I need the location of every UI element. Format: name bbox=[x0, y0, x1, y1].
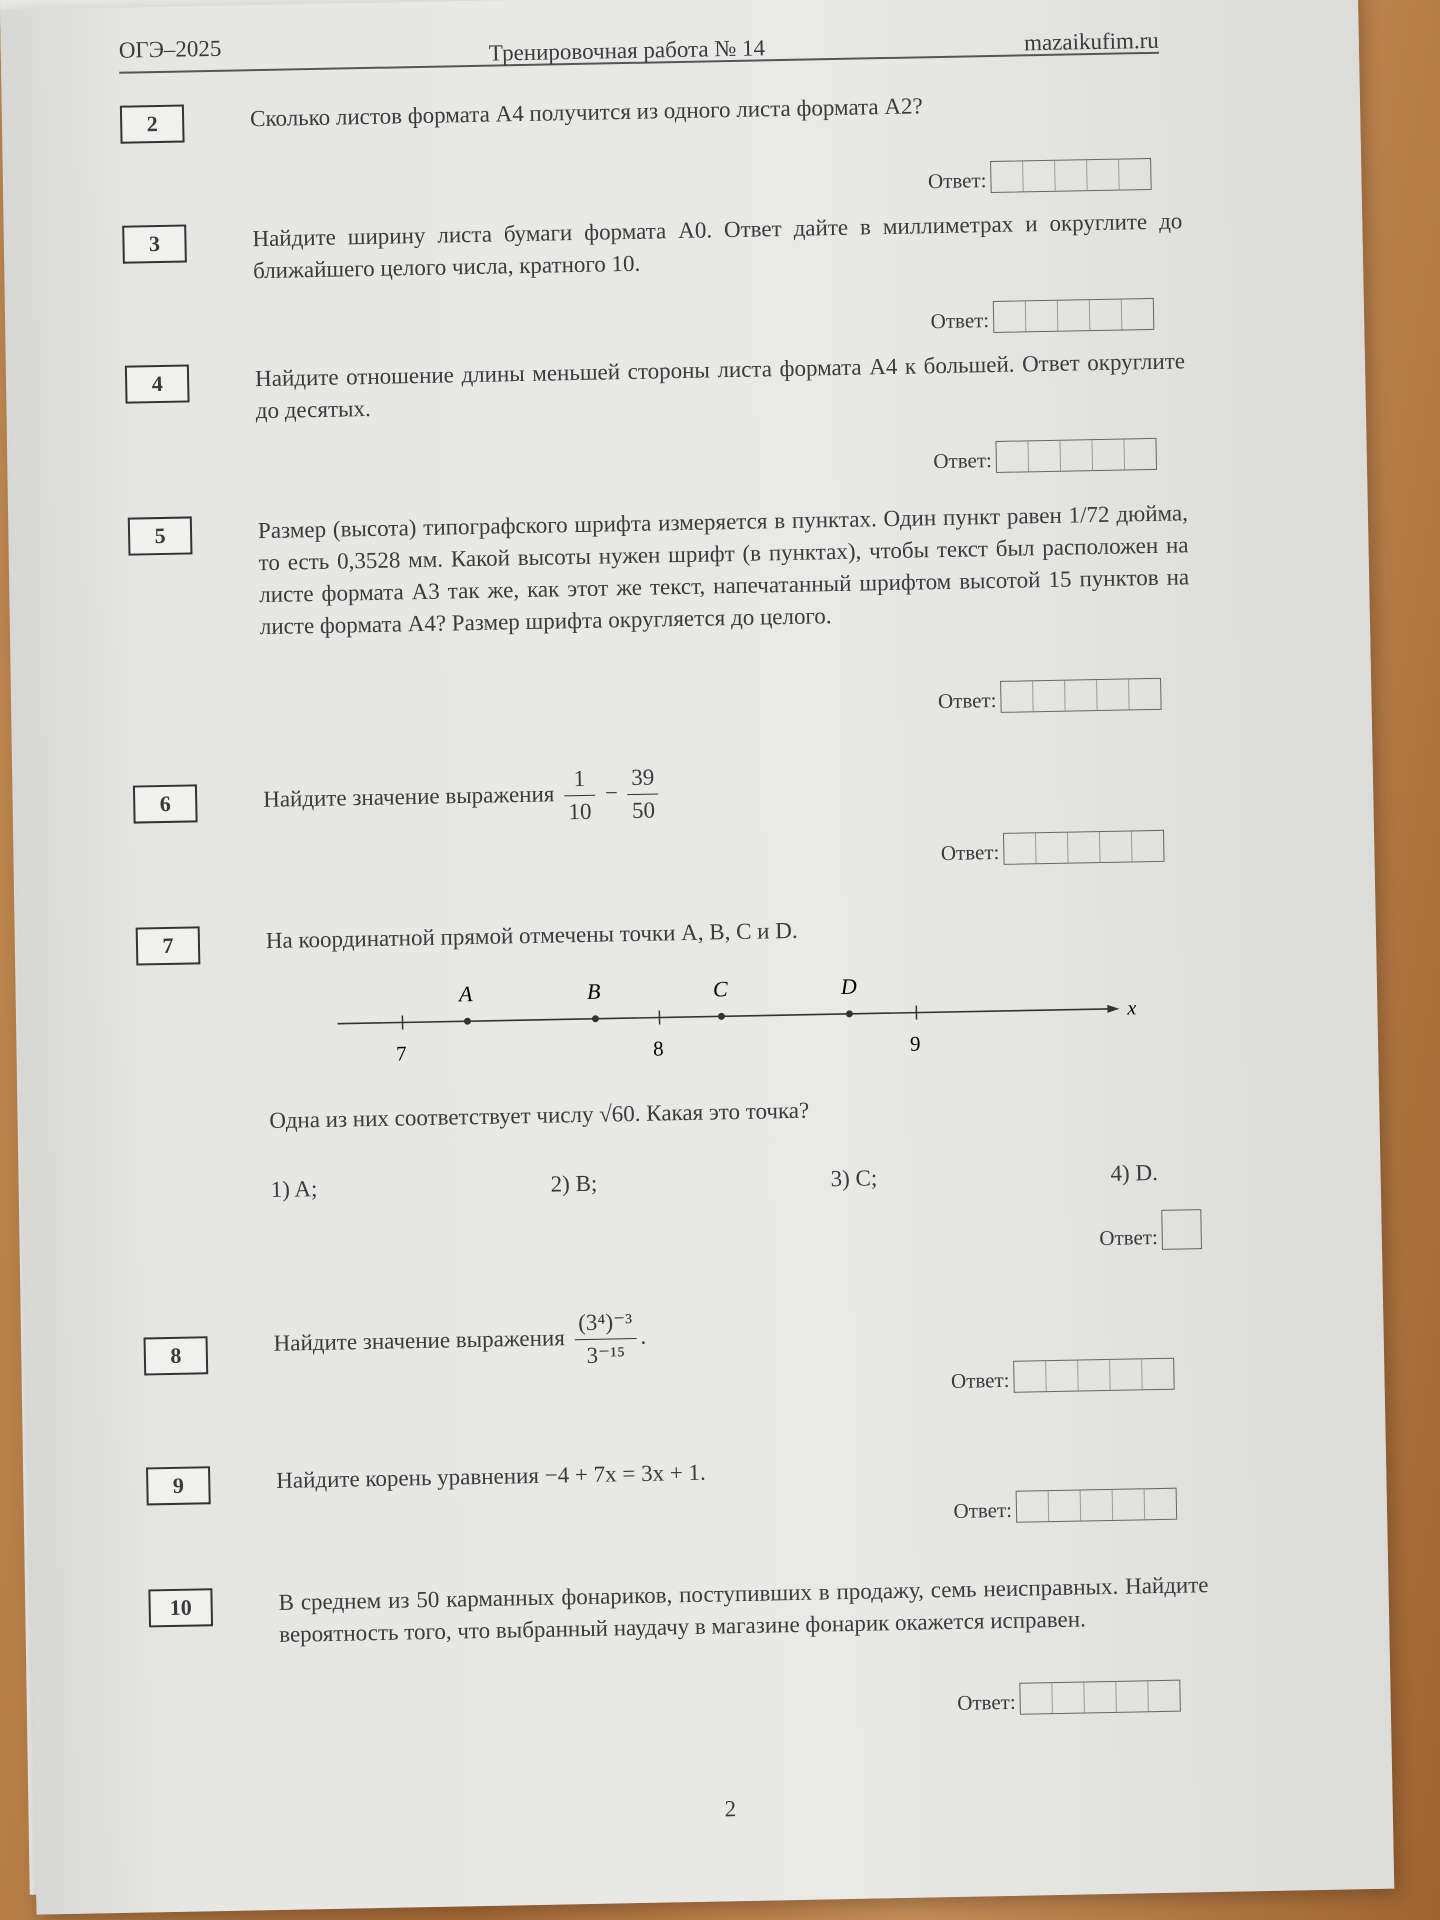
answer-boxes[interactable] bbox=[1013, 1358, 1175, 1393]
answer-boxes[interactable] bbox=[990, 158, 1152, 193]
answer-label: Ответ: bbox=[927, 168, 987, 194]
task-question: Одна из них соответствует числу √60. Какая это точка? bbox=[269, 1097, 810, 1134]
answer-label: Ответ: bbox=[1099, 1225, 1158, 1251]
answer-label: Ответ: bbox=[950, 1367, 1010, 1393]
task-text bbox=[263, 751, 1194, 834]
point-label-b: B bbox=[586, 978, 601, 1004]
answer-area[interactable] bbox=[957, 1680, 1181, 1716]
fraction-1 bbox=[564, 763, 596, 829]
answer-area[interactable] bbox=[928, 158, 1152, 194]
answer-label: Ответ: bbox=[953, 1497, 1013, 1523]
option-1: 1) A; bbox=[270, 1176, 318, 1203]
task-prompt: Найдите значение выражения bbox=[273, 1325, 566, 1356]
power-denominator: 3⁻¹⁵ bbox=[586, 1342, 626, 1368]
fraction-2-numerator: 39 bbox=[627, 762, 659, 796]
task-6 bbox=[133, 764, 1223, 866]
task-text: Сколько листов формата А4 получится из одного листа формата А2? bbox=[249, 93, 923, 132]
point-label-a: A bbox=[458, 981, 473, 1007]
answer-label: Ответ: bbox=[930, 308, 990, 334]
answer-label: Ответ: bbox=[933, 448, 993, 474]
header-site: mazaikufim.ru bbox=[1023, 27, 1160, 56]
point-label-c: C bbox=[712, 976, 728, 1002]
task-text: Найдите корень уравнения −4 + 7x = 3x + 1. bbox=[276, 1459, 707, 1493]
answer-area[interactable] bbox=[930, 298, 1154, 334]
answer-options bbox=[270, 1159, 1170, 1203]
task-number: 10 bbox=[148, 1588, 213, 1627]
task-tail: . bbox=[640, 1323, 647, 1349]
task-number: 3 bbox=[122, 224, 187, 263]
answer-boxes[interactable] bbox=[993, 298, 1155, 333]
coordinate-line bbox=[337, 958, 1139, 1073]
answer-area[interactable] bbox=[933, 438, 1157, 474]
page-header bbox=[118, 10, 1159, 74]
answer-label: Ответ: bbox=[940, 839, 1000, 866]
task-text: Найдите отношение длины меньшей стороны листа формата А4 к большей. Ответ округлите до десятых. bbox=[254, 348, 1186, 424]
fraction-1-numerator: 1 bbox=[564, 763, 596, 797]
task-prompt: Найдите значение выражения bbox=[262, 781, 555, 812]
task-number: 2 bbox=[120, 104, 185, 143]
answer-area[interactable] bbox=[1099, 1209, 1202, 1251]
task-10 bbox=[148, 1569, 1238, 1715]
task-2 bbox=[120, 85, 1210, 194]
task-8 bbox=[144, 1309, 1234, 1393]
task-text: Размер (высота) типографского шрифта измеряется в пунктах. Один пункт равен 1/72 дюйма, то есть 0,3528 мм. Какой высоты нужен шрифт (в пунктах), чтобы текст был расположен на листе формата А3 так же, как этот же текст, напечатанный шрифтом высотой 15 пунктов на листе формата А4? Размер шрифта округляется до целого. bbox=[257, 500, 1190, 640]
header-exam-title: ОГЭ–2025 bbox=[118, 35, 222, 63]
axis-variable: x bbox=[1127, 997, 1137, 1020]
point-a bbox=[464, 1018, 471, 1025]
answer-box-single[interactable] bbox=[1161, 1209, 1202, 1250]
axis-arrow bbox=[1107, 1005, 1119, 1013]
task-text: В среднем из 50 карманных фонариков, поступивших в продажу, семь неисправных. Найдите вероятность того, что выбранный наудачу в магазине фонарик окажется исправен. bbox=[278, 1572, 1209, 1647]
answer-label: Ответ: bbox=[937, 688, 997, 714]
answer-area[interactable] bbox=[938, 678, 1162, 714]
fraction-2 bbox=[627, 762, 659, 828]
answer-label: Ответ: bbox=[956, 1689, 1016, 1715]
task-3 bbox=[122, 205, 1212, 334]
option-4: 4) D. bbox=[1110, 1159, 1159, 1186]
task-text: Найдите ширину листа бумаги формата А0. Ответ дайте в миллиметрах и округлите до ближайшего целого числа, кратного 10. bbox=[252, 208, 1183, 284]
fraction-2-denominator: 50 bbox=[631, 797, 656, 824]
tick-label-7: 7 bbox=[395, 1041, 407, 1066]
answer-boxes[interactable] bbox=[1000, 678, 1162, 713]
answer-boxes[interactable] bbox=[995, 438, 1157, 473]
tick-label-9: 9 bbox=[909, 1031, 921, 1056]
header-work-title: Тренировочная работа № 14 bbox=[488, 35, 766, 66]
task-7 bbox=[136, 907, 1226, 1251]
answer-boxes[interactable] bbox=[1003, 830, 1165, 865]
point-d bbox=[846, 1010, 853, 1017]
answer-area[interactable] bbox=[953, 1488, 1177, 1524]
task-9 bbox=[146, 1447, 1236, 1523]
task-number: 4 bbox=[125, 364, 190, 403]
task-number: 7 bbox=[136, 926, 201, 965]
task-5 bbox=[128, 497, 1218, 714]
minus-sign: − bbox=[604, 780, 619, 806]
answer-boxes[interactable] bbox=[1019, 1680, 1181, 1715]
task-text: На координатной прямой отмечены точки A, B, C и D. bbox=[265, 917, 798, 954]
option-2: 2) B; bbox=[550, 1170, 598, 1197]
task-number: 6 bbox=[133, 784, 198, 823]
power-fraction bbox=[574, 1306, 637, 1372]
task-number: 5 bbox=[128, 516, 193, 555]
task-number: 9 bbox=[146, 1466, 211, 1505]
point-label-d: D bbox=[840, 973, 858, 1000]
answer-area[interactable] bbox=[951, 1358, 1175, 1394]
task-4 bbox=[125, 345, 1215, 474]
point-c bbox=[718, 1013, 725, 1020]
answer-boxes[interactable] bbox=[1016, 1488, 1178, 1523]
page-number: 2 bbox=[724, 1796, 737, 1822]
power-numerator: (3⁴)⁻³ bbox=[574, 1306, 636, 1340]
option-3: 3) C; bbox=[830, 1165, 878, 1192]
tick-label-8: 8 bbox=[652, 1036, 664, 1061]
fraction-1-denominator: 10 bbox=[568, 798, 592, 825]
answer-area[interactable] bbox=[941, 830, 1165, 866]
task-number: 8 bbox=[144, 1336, 209, 1375]
point-b bbox=[592, 1015, 599, 1022]
